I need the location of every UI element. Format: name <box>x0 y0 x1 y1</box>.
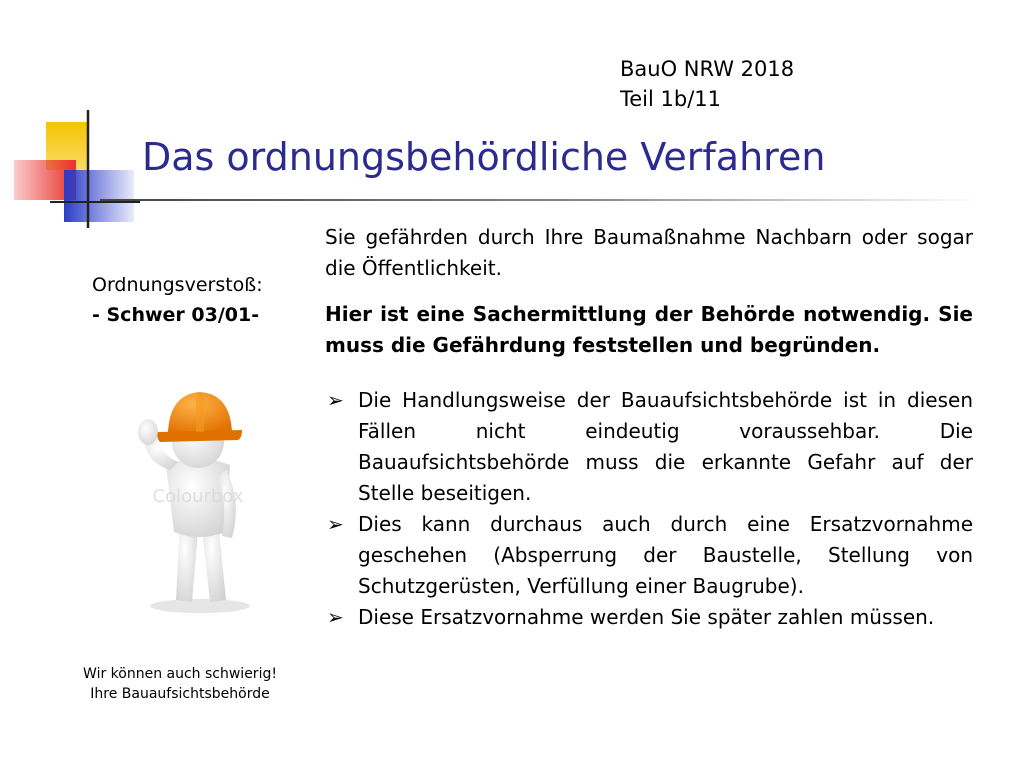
list-item <box>325 509 973 602</box>
violation-label <box>92 270 263 330</box>
reference-part: Teil 1b/11 <box>620 87 722 111</box>
arrow-bullet-icon: ➢ <box>327 388 344 412</box>
bullet-list <box>325 385 973 633</box>
title-divider <box>100 199 980 201</box>
violation-severity: - Schwer 03/01- <box>92 304 260 326</box>
arrow-bullet-icon: ➢ <box>327 512 344 536</box>
slide-body <box>325 222 973 633</box>
intro-paragraph: Sie gefährden durch Ihre Baumaßnahme Nachbarn oder sogar die Öffentlichkeit. <box>325 225 973 280</box>
figure-watermark: Colourbox <box>152 486 244 507</box>
list-item-text: Dies kann durchaus auch durch eine Ersatzvornahme geschehen (Absperrung der Baustelle, Stellung von Schutzgerüsten, Verfüllung einer Baugrube). <box>358 512 973 598</box>
arrow-bullet-icon: ➢ <box>327 605 344 629</box>
emphasis-paragraph: Hier ist eine Sachermittlung der Behörde notwendig. Sie muss die Gefährdung feststellen und begründen. <box>325 302 973 357</box>
reference-law: BauO NRW 2018 <box>620 57 795 81</box>
document-reference <box>620 54 794 114</box>
caption-line-1: Wir können auch schwierig! <box>83 666 277 682</box>
list-item <box>325 385 973 509</box>
list-item-text: Diese Ersatzvornahme werden Sie später zahlen müssen. <box>358 605 935 629</box>
construction-worker-figure <box>118 370 278 620</box>
slide-title: Das ordnungsbehördliche Verfahren <box>142 135 826 179</box>
list-item <box>325 602 973 633</box>
list-item-text: Die Handlungsweise der Bauaufsichtsbehörde ist in diesen Fällen nicht eindeutig voraussehbar. Die Bauaufsichtsbehörde muss die erkannte Gefahr auf der Stelle beseitigen. <box>358 388 973 505</box>
violation-heading: Ordnungsverstoß: <box>92 274 263 296</box>
decorative-color-blocks <box>0 100 140 230</box>
caption-line-2: Ihre Bauaufsichtsbehörde <box>90 686 270 702</box>
figure-caption <box>60 664 300 704</box>
